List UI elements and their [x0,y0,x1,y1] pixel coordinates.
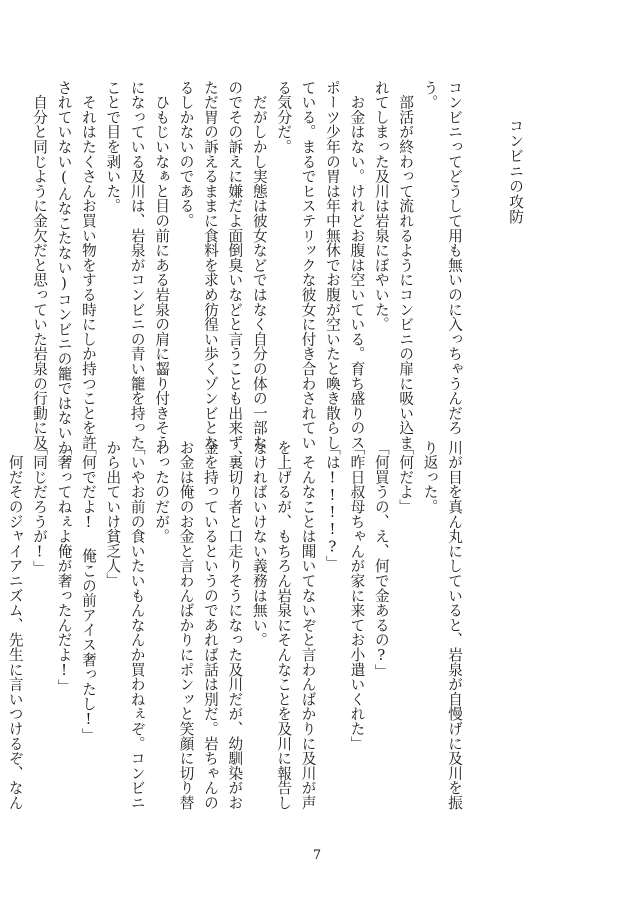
text-line: になっている及川は、岩泉がコンビニの青い籠を持った [128,80,146,450]
text-line: 「いやお前の食いたいもんなんか買わねぇぞ。コンビニ [128,440,146,810]
text-line: なければいけない義務は無い。 [250,440,268,648]
text-line: 裏切り者と口走りそうになった及川だが、幼馴染がお [226,440,244,810]
text-line: だがしかし実態は彼女などではなく自分の体の一部な [250,80,268,450]
text-line: 「は!!!!?」 [323,440,341,571]
text-line: を上げるが、もちろん岩泉にそんなことを及川に報告し [275,440,293,810]
text-line: わったのだが。 [153,440,171,544]
text-line: から出ていけ貧乏人」 [104,440,122,588]
text-line: るしかないのである。 [177,80,195,228]
text-line: 何だそのジャイアニズム、先生に言いつけるぞ、なん [6,440,24,810]
text-line: 「何買うの、え、何で金あるの?」 [372,440,390,680]
text-line: 「昨日叔母ちゃんが家に来てお小遣いくれた」 [348,440,366,751]
text-line: それはたくさんお買い物をする時にしか持つことを許 [79,80,97,450]
text-line: 「何でだよ! 俺この前アイス奢ったし!」 [79,440,97,744]
text-line: そんなことは聞いてないぞと言わんばかりに及川が声 [299,440,317,810]
text-line: ている。まるでヒステリックな彼女に付き合わされてい [299,80,317,450]
text-line: 「何だよ」 [397,440,415,514]
text-line: ことで目を剥いた。 [104,80,122,214]
text-line: されていない(んなこたない)コンビニの籠ではないか。 [55,80,73,470]
text-line: れてしまった及川は岩泉にぼやいた。 [372,80,390,332]
text-line: ポーツ少年の胃は年中無休でお腹が空いたと喚き散らし [323,80,341,450]
text-line: お金はない。けれどお腹は空いている。育ち盛りのス [348,80,366,450]
text-block-lower [0,440,466,820]
text-line: 部活が終わって流れるようにコンビニの扉に吸い込ま [397,80,415,450]
chapter-title: コンビニの攻防 [507,118,524,225]
text-line: 「奢ってねぇよ俺が奢ったんだよ!」 [55,440,73,694]
text-line: 金を持っているというのであれば話は別だ。岩ちゃんの [201,440,219,810]
text-line: ただ胃の訴えるままに食料を求め彷徨い歩くゾンビとな [201,80,219,450]
page-number: 7 [312,848,322,863]
text-line: お金は俺のお金と言わんばかりにポンッと笑顔に切り替 [177,440,195,810]
text-line: 川が目を真ん丸にしていると、岩泉が自慢げに及川を振 [446,440,463,810]
text-line: る気分だ。 [275,80,293,154]
text-line: のでその訴えに嫌だよ面倒臭いなどと言うことも出来ず、 [226,80,244,465]
text-line: 自分と同じように金欠だと思っていた岩泉の行動に及 [31,80,49,450]
text-line: う。 [421,80,439,110]
text-block-upper [27,80,466,470]
text-line: コンビニってどうして用も無いのに入っちゃうんだろ [446,80,463,436]
text-line: り返った。 [421,440,439,514]
text-line: ひもじいなぁと目の前にある岩泉の肩に齧り付きそう [153,80,171,450]
text-line [0,440,2,820]
text-line: 「同じだろうが!」 [31,440,49,576]
